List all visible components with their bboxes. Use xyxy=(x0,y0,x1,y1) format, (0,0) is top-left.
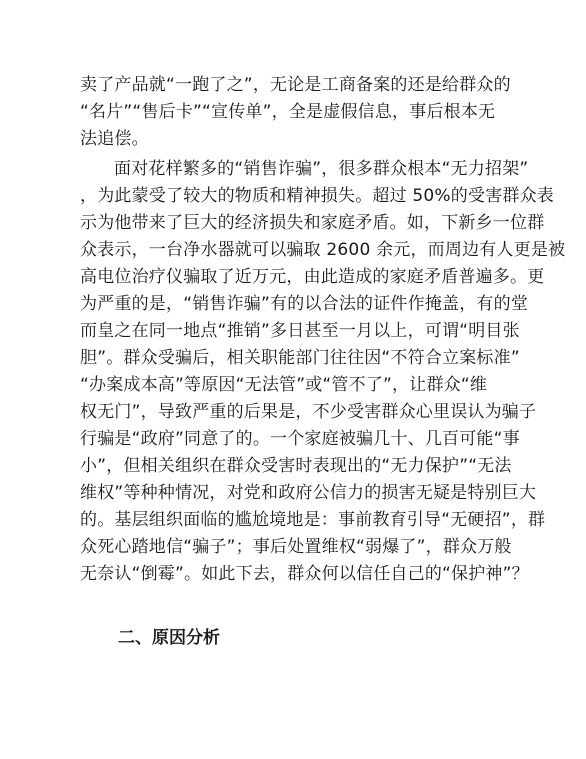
paragraph-2-line: 维权”等种种情况，对党和政府公信力的损害无疑是特别巨大 xyxy=(80,483,537,503)
paragraph-1-line: 法追偿。 xyxy=(80,129,149,149)
paragraph-2-line: 的。基层组织面临的尴尬境地是：事前教育引导“无硬招”，群 xyxy=(80,510,546,530)
paragraph-2-line: “办案成本高”等原因“无法管”或“管不了”，让群众“维 xyxy=(80,375,488,395)
section-heading: 二、原因分析 xyxy=(118,628,220,648)
paragraph-1-line: “名片”“售后卡”“宣传单”，全是虚假信息，事后根本无 xyxy=(80,102,496,122)
paragraph-2-line: 高电位治疗仪骗取了近万元，由此造成的家庭矛盾普遍多。更 xyxy=(80,267,545,287)
paragraph-2-line: 为严重的是，“销售诈骗”有的以合法的证件作掩盖，有的堂 xyxy=(80,294,529,314)
paragraph-2-line: 无奈认“倒霉”。如此下去，群众何以信任自己的“保护神”？ xyxy=(80,564,529,584)
paragraph-2-line: ，为此蒙受了较大的物质和精神损失。超过 50%的受害群众表 xyxy=(80,186,554,206)
paragraph-2-line: 面对花样繁多的“销售诈骗”，很多群众根本“无力招架” xyxy=(114,159,529,179)
paragraph-2-line: 众表示，一台净水器就可以骗取 2600 余元，而周边有人更是被 xyxy=(80,240,566,260)
paragraph-2-line: 而皇之在同一地点“推销”多日甚至一月以上，可谓“明目张 xyxy=(80,321,520,341)
paragraph-2-line: 示为他带来了巨大的经济损失和家庭矛盾。如，下新乡一位群 xyxy=(80,213,545,233)
paragraph-2-line: 小”，但相关组织在群众受害时表现出的“无力保护”“无法 xyxy=(80,456,512,476)
paragraph-2-line: 胆”。群众受骗后，相关职能部门往往因“不符合立案标准” xyxy=(80,348,520,368)
paragraph-2-line: 权无门”，导致严重的后果是，不少受害群众心里误认为骗子 xyxy=(80,402,537,422)
paragraph-2-line: 众死心踏地信“骗子”；事后处置维权“弱爆了”，群众万般 xyxy=(80,537,512,557)
paragraph-1-line: 卖了产品就“一跑了之”，无论是工商备案的还是给群众的 xyxy=(80,75,511,95)
paragraph-2-line: 行骗是“政府”同意了的。一个家庭被骗几十、几百可能“事 xyxy=(80,429,520,449)
